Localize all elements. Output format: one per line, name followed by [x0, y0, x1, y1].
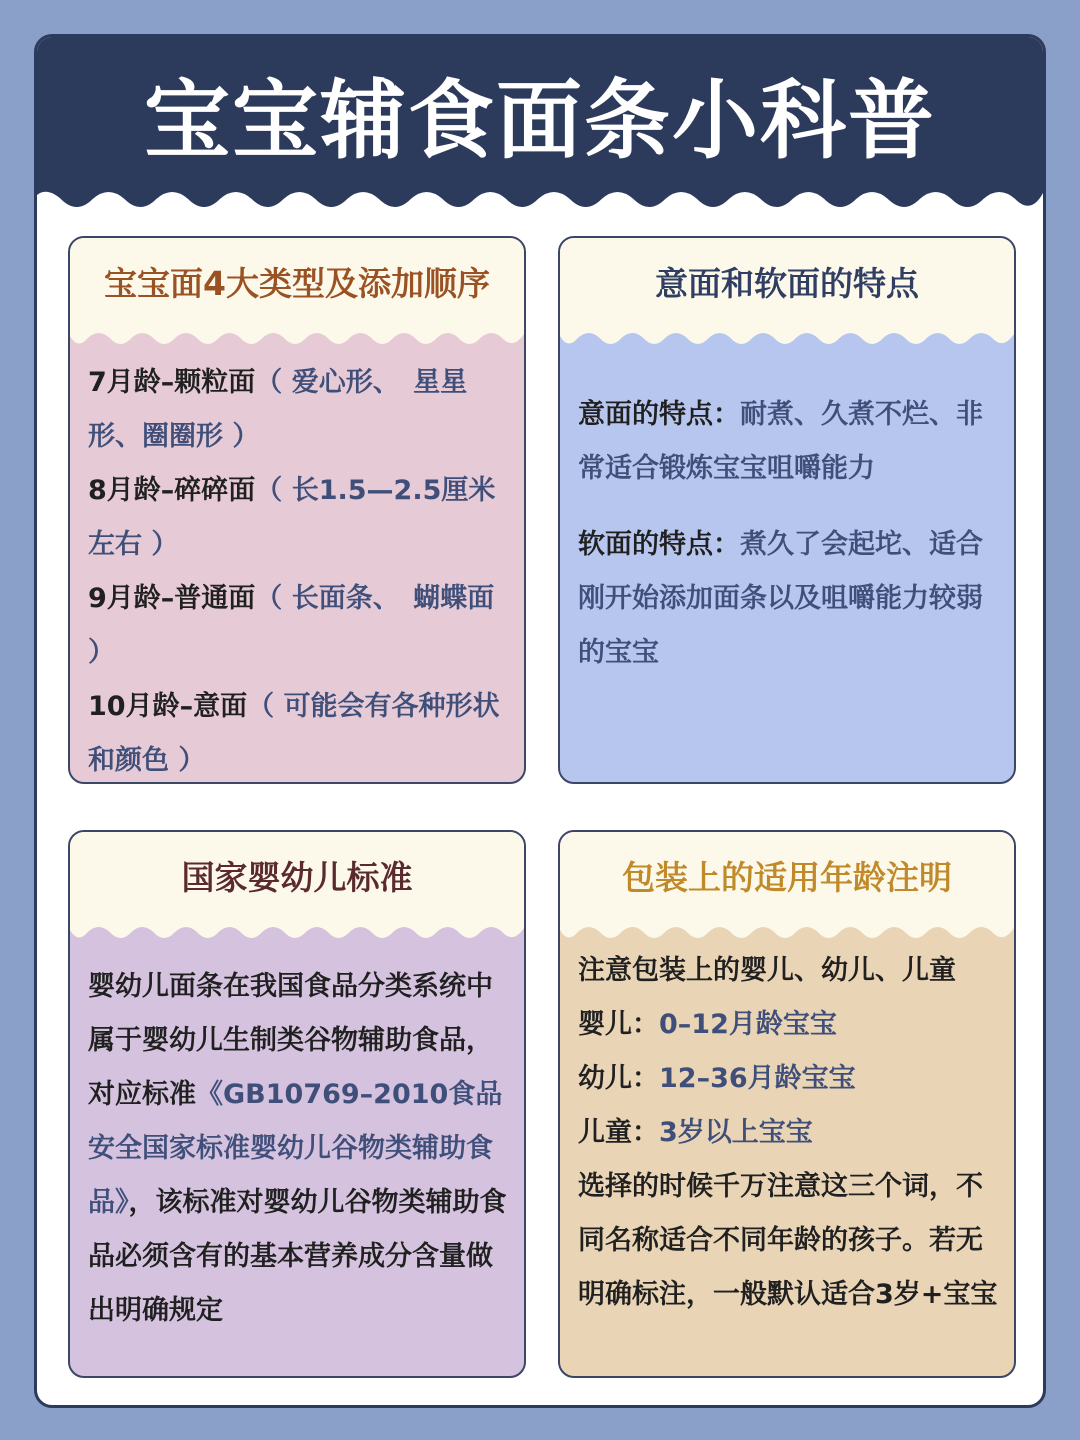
- card-pasta-features: [558, 236, 1016, 784]
- header-wave-decoration: [37, 185, 1043, 231]
- list-item: 软面的特点：煮久了会起坨、适合刚开始添加面条以及咀嚼能力较弱的宝宝: [578, 529, 983, 668]
- list-item: 幼儿：12–36月龄宝宝: [578, 1063, 856, 1094]
- card-national-standard: [68, 830, 526, 1378]
- card-body: [578, 388, 1004, 680]
- outro-text: 选择的时候千万注意这三个词，不同名称适合不同年龄的孩子。若无明确标注，一般默认适合3岁+宝宝: [578, 1171, 998, 1310]
- list-item: 7月龄–颗粒面（ 爱心形、 星星形、圈圈形 ）: [88, 367, 468, 452]
- card-wave-decoration: [560, 328, 1014, 354]
- card-body: [88, 356, 514, 784]
- card-wave-decoration: [70, 922, 524, 948]
- list-item: 意面的特点：耐煮、久煮不烂、非常适合锻炼宝宝咀嚼能力: [578, 399, 983, 484]
- header-banner: [37, 37, 1043, 187]
- card-title: 意面和软面的特点: [655, 264, 919, 303]
- list-item: 10月龄–意面（ 可能会有各种形状和颜色 ）: [88, 691, 500, 776]
- card-header: [560, 832, 1014, 924]
- list-item: 儿童：3岁以上宝宝: [578, 1117, 813, 1148]
- list-item: 婴儿：0–12月龄宝宝: [578, 1009, 837, 1040]
- card-title: 宝宝面4大类型及添加顺序: [104, 264, 490, 303]
- card-title: 国家婴幼儿标准: [181, 858, 413, 897]
- card-title: 包装上的适用年龄注明: [622, 858, 952, 897]
- intro-text: 注意包装上的婴儿、幼儿、儿童: [578, 955, 956, 986]
- card-package-age-label: [558, 830, 1016, 1378]
- page-title: 宝宝辅食面条小科普: [144, 71, 936, 171]
- card-header: [560, 238, 1014, 330]
- card-body: [88, 960, 514, 1338]
- card-wave-decoration: [70, 328, 524, 354]
- list-item: 8月龄–碎碎面（ 长1.5—2.5厘米左右 ）: [88, 475, 496, 560]
- list-item: 9月龄–普通面（ 长面条、 蝴蝶面 ）: [88, 583, 495, 668]
- card-body: [578, 944, 1004, 1322]
- card-header: [70, 832, 524, 924]
- standard-paragraph: 婴幼儿面条在我国食品分类系统中属于婴幼儿生制类谷物辅助食品，对应标准《GB10769–2010食品安全国家标准婴幼儿谷物类辅助食品》，该标准对婴幼儿谷物类辅助食品必须含有的基本营养成分含量做出明确规定: [88, 971, 507, 1326]
- card-header: [70, 238, 524, 330]
- card-noodle-types: [68, 236, 526, 784]
- standard-name: 《GB10769–2010食品安全国家标准婴幼儿谷物类辅助食品》: [88, 1079, 503, 1218]
